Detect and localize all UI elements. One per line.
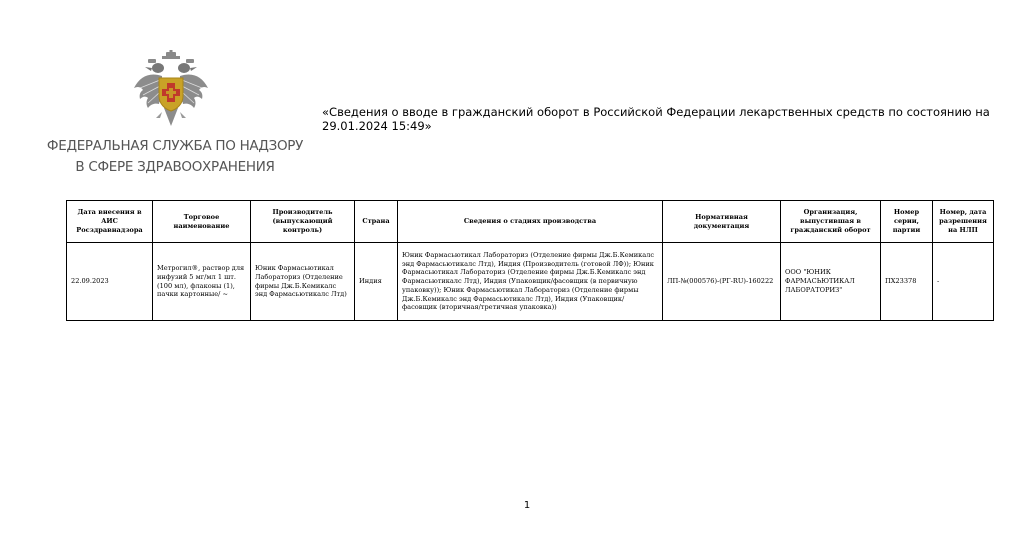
cell-production-stages: Юник Фармасьютикал Лабораториз (Отделение фирмы Дж.Б.Кемикалс энд Фармасьютикалс Лтд), Индия (Производитель (готовой ЛФ)); Юник Фармасьютикал Лабораториз (Отделение фирмы Дж.Б.Кемикалс энд Фармасьютикалс Лтд), Индия (Упаковщик/фасовщик (в первичную упаковку)); Юник Фармасьютикал Лабораториз (Отделение фирмы Дж.Б.Кемикалс энд Фармасьютикалс Лтд), Индия (Упаковщик/фасовщик (вторичная/третичная упаковка)) bbox=[398, 243, 663, 321]
column-header-manufacturer: Производитель (выпускающий контроль) bbox=[251, 201, 355, 243]
cell-trade-name: Метрогил®, раствор для инфузий 5 мг/мл 1 шт. (100 мл), флаконы (1), пачки картонные/ ~ bbox=[153, 243, 251, 321]
column-header-permit: Номер, дата разрешения на НЛП bbox=[933, 201, 994, 243]
cell-permit: - bbox=[933, 243, 994, 321]
cell-country: Индия bbox=[355, 243, 398, 321]
column-header-batch-number: Номер серии, партии bbox=[881, 201, 933, 243]
cell-date: 22.09.2023 bbox=[67, 243, 153, 321]
page-number: 1 bbox=[523, 500, 531, 511]
cell-batch-number: ПХ23378 bbox=[881, 243, 933, 321]
document-title: «Сведения о вводе в гражданский оборот в Российской Федерации лекарственных средств по состоянию на 29.01.2024 15:49» bbox=[322, 105, 990, 133]
organization-name bbox=[40, 136, 310, 178]
medicines-register-table bbox=[66, 200, 994, 321]
column-header-organization: Организация, выпустившая в гражданский оборот bbox=[781, 201, 881, 243]
table-header-row bbox=[67, 201, 994, 243]
column-header-country: Страна bbox=[355, 201, 398, 243]
table-row bbox=[67, 243, 994, 321]
column-header-date: Дата внесения в АИС Росздравнадзора bbox=[67, 201, 153, 243]
roszdravnadzor-emblem-icon bbox=[132, 50, 210, 130]
column-header-production-stages: Сведения о стадиях производства bbox=[398, 201, 663, 243]
cell-normative-doc: ЛП-№(000576)-(РГ-RU)-160222 bbox=[663, 243, 781, 321]
org-name-line1: ФЕДЕРАЛЬНАЯ СЛУЖБА ПО НАДЗОРУ bbox=[46, 138, 304, 154]
cell-organization: ООО "ЮНИК ФАРМАСЬЮТИКАЛ ЛАБОРАТОРИЗ" bbox=[781, 243, 881, 321]
cell-manufacturer: Юник Фармасьютикал Лабораториз (Отделение фирмы Дж.Б.Кемикалс энд Фармасьютикалс Лтд) bbox=[251, 243, 355, 321]
org-name-line2: В СФЕРЕ ЗДРАВООХРАНЕНИЯ bbox=[75, 159, 275, 175]
column-header-normative-doc: Нормативная документация bbox=[663, 201, 781, 243]
column-header-trade-name: Торговое наименование bbox=[153, 201, 251, 243]
